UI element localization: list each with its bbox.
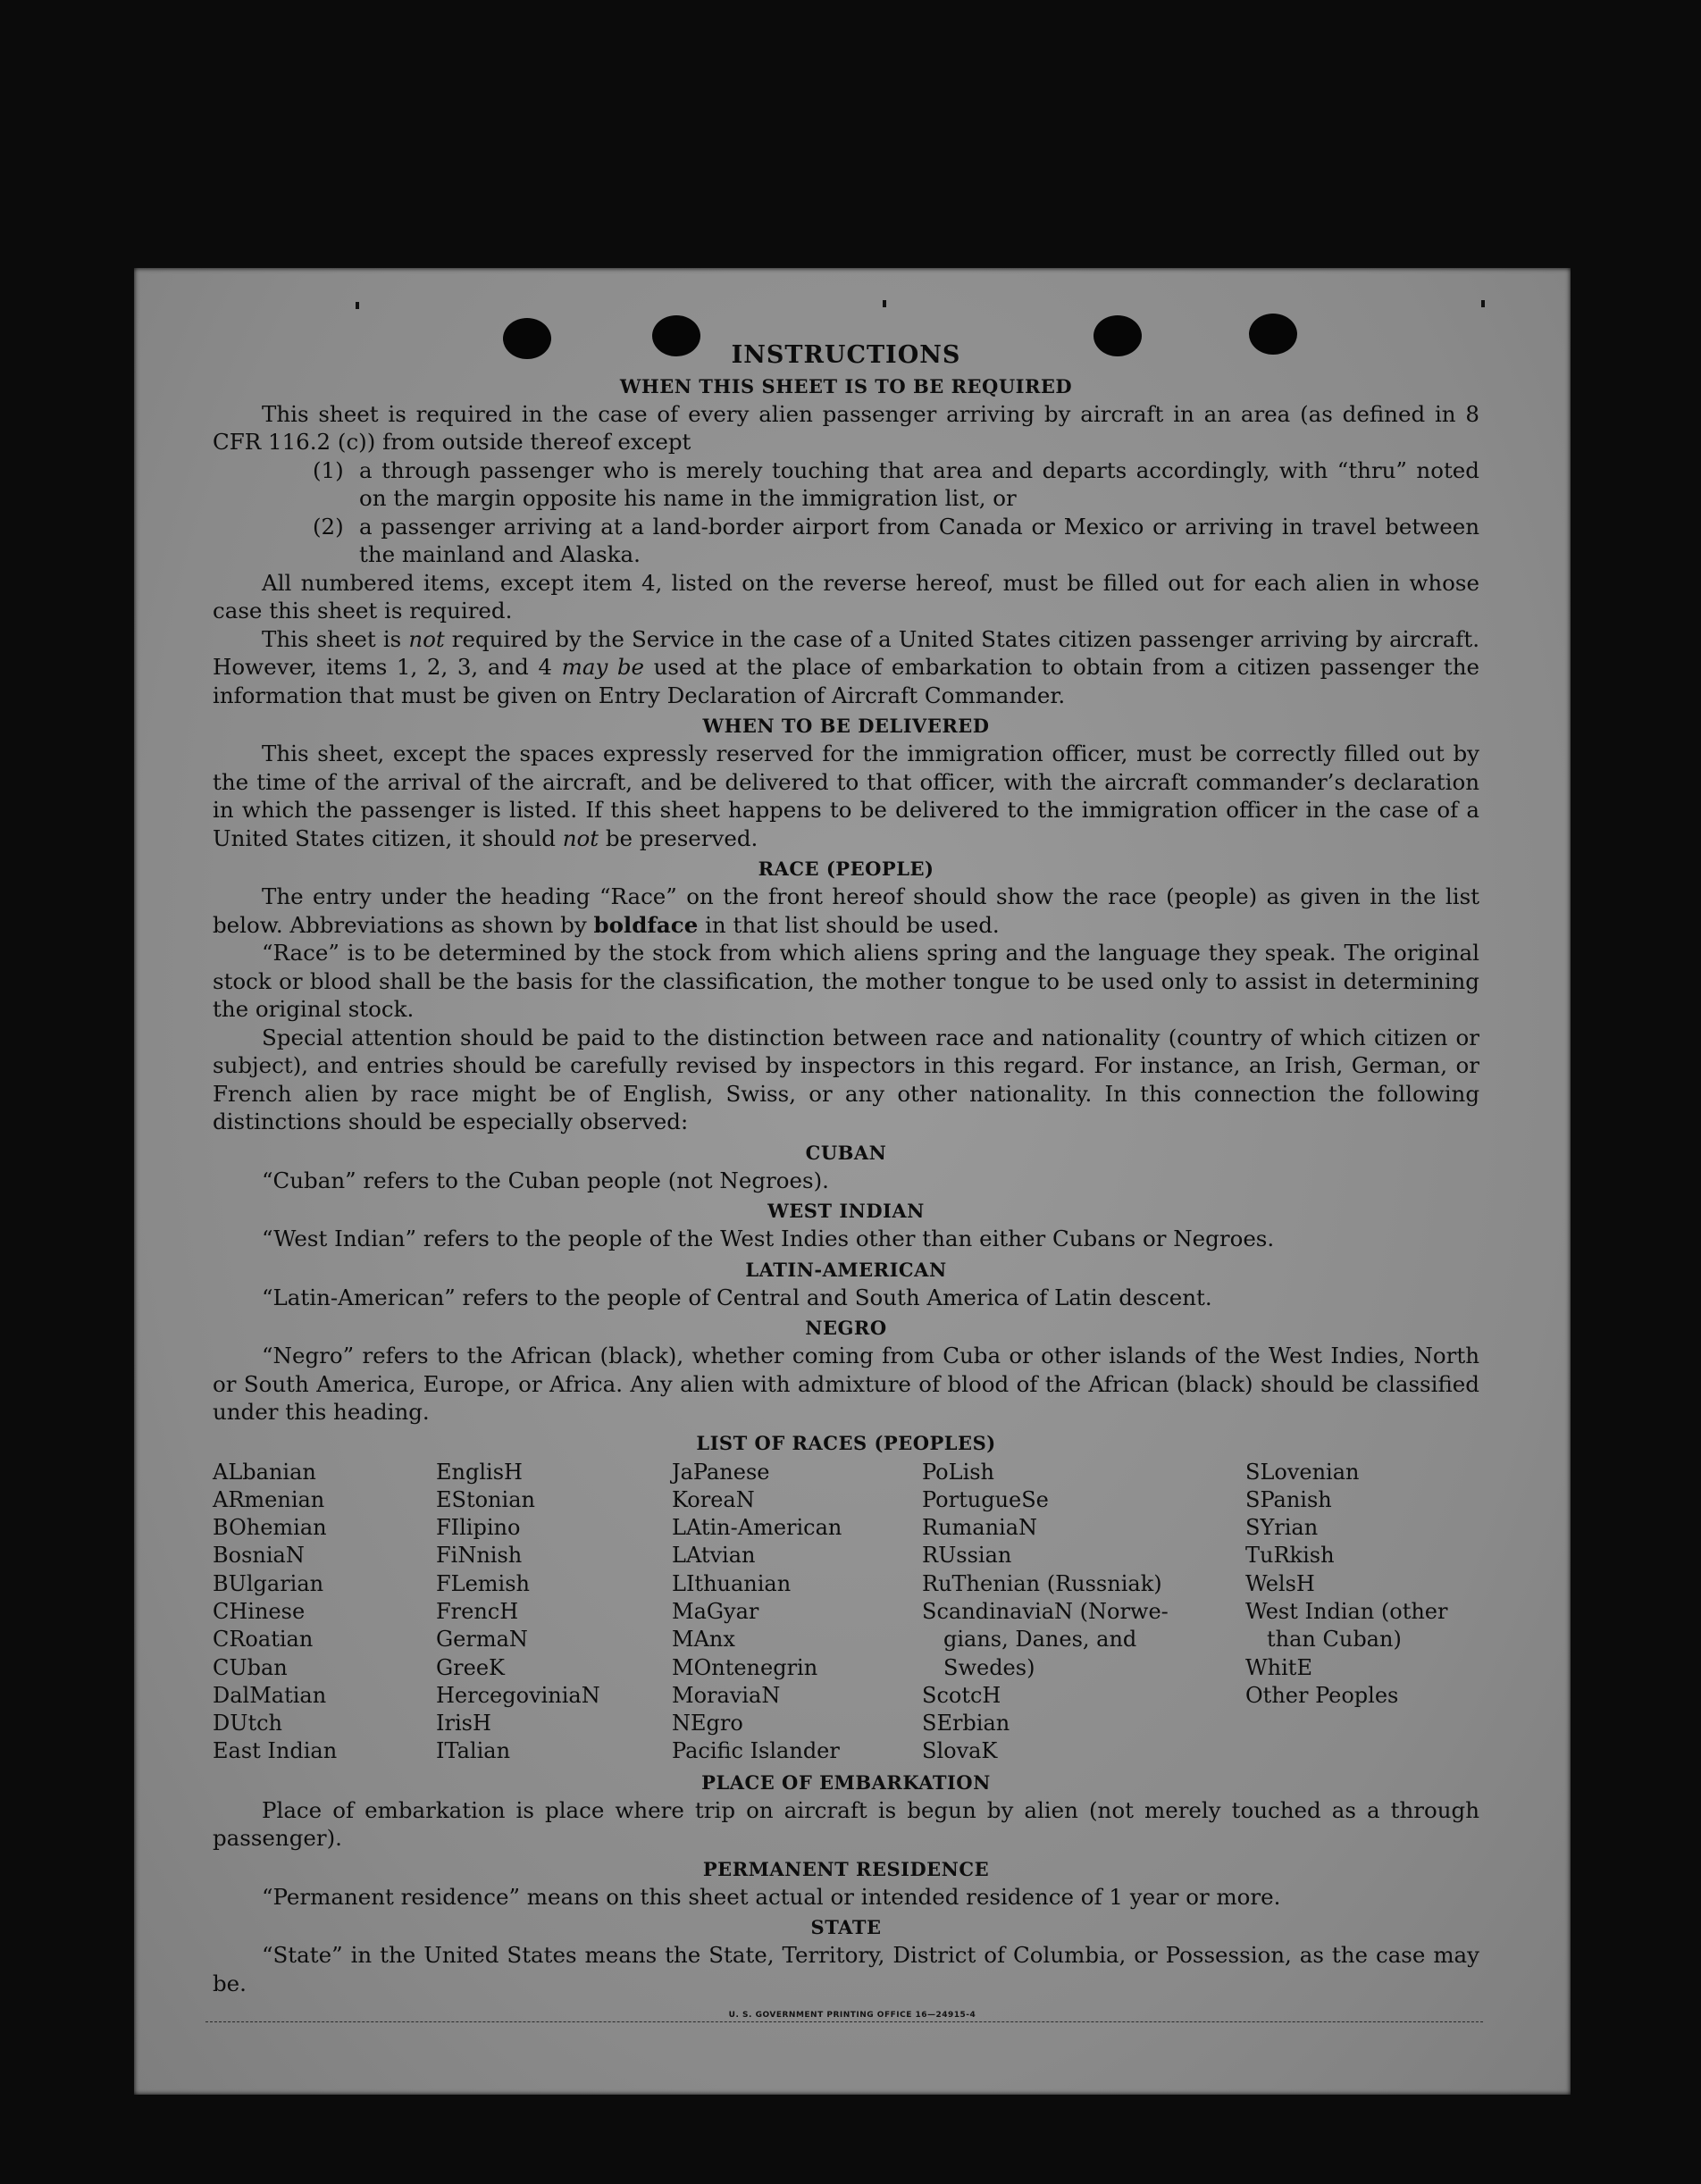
races-column bbox=[213, 1459, 436, 1766]
scan-mark bbox=[883, 300, 886, 307]
section-heading-embarkation: PLACE OF EMBARKATION bbox=[701, 1770, 991, 1794]
text-span: This sheet is bbox=[262, 625, 409, 652]
negro-paragraph: “Negro” refers to the African (black), whether coming from Cuba or other islands of the West Indies, North or South America, Europe, or Africa. Any alien with admixture of blood of the African (black) should be classified under this heading. bbox=[213, 1343, 1479, 1425]
race-entry: ScotcH bbox=[922, 1682, 1001, 1708]
race-entry: SlovaK bbox=[922, 1738, 998, 1764]
race-entry: EnglisH bbox=[436, 1459, 523, 1485]
exception-item bbox=[313, 456, 1479, 513]
race-paragraph bbox=[213, 883, 1479, 939]
text-span: be preserved. bbox=[599, 824, 758, 851]
race-entry: WhitE bbox=[1245, 1654, 1312, 1680]
instructions-body bbox=[213, 341, 1479, 1997]
race-entry: SPanish bbox=[1245, 1486, 1332, 1512]
race-entry: JaPanese bbox=[672, 1459, 770, 1485]
race-entry: West Indian (other bbox=[1245, 1598, 1448, 1624]
race-entry: Pacific Islander bbox=[672, 1738, 840, 1764]
text-span: in that list should be used. bbox=[698, 911, 1000, 938]
race-paragraph: “Race” is to be determined by the stock from which aliens spring and the language they speak. The original stock or blood shall be the basis for the classification, the mother tongue to be used only to assist in determining the original stock. bbox=[213, 940, 1479, 1022]
section-heading-latin-american: LATIN-AMERICAN bbox=[745, 1258, 947, 1281]
item-number: (1) bbox=[313, 456, 344, 483]
required-intro: This sheet is required in the case of every alien passenger arriving by aircraft in an area (as defined in 8 CFR 116.2 (c)) from outside thereof except bbox=[213, 400, 1479, 455]
section-heading-races-list: LIST OF RACES (PEOPLES) bbox=[696, 1431, 996, 1454]
race-entry: MaGyar bbox=[672, 1598, 759, 1624]
section-heading-negro: NEGRO bbox=[805, 1317, 887, 1339]
item-text: a passenger arriving at a land-border airport from Canada or Mexico or arriving in travel between the mainland and Alaska. bbox=[359, 513, 1479, 567]
west-indian-paragraph: “West Indian” refers to the people of the West Indies other than either Cubans or Negroes. bbox=[262, 1226, 1275, 1251]
race-entry: GermaN bbox=[436, 1627, 528, 1653]
race-entry: SYrian bbox=[1245, 1515, 1319, 1541]
race-entry: LIthuanian bbox=[672, 1570, 792, 1596]
emphasis-text: not bbox=[408, 625, 445, 652]
text-span: The entry under the heading “Race” on the front hereof should show the race (people) as given in the list below. Abbreviations as shown by bbox=[213, 883, 1479, 938]
race-entry: CUban bbox=[213, 1654, 288, 1680]
race-entry: RUssian bbox=[922, 1543, 1012, 1569]
emphasis-text: may be bbox=[561, 654, 645, 680]
race-entry: BUlgarian bbox=[213, 1570, 324, 1596]
page-title: INSTRUCTIONS bbox=[731, 341, 961, 369]
race-entry: East Indian bbox=[213, 1738, 338, 1764]
race-entry: MAnx bbox=[672, 1627, 735, 1653]
exception-item bbox=[313, 513, 1479, 569]
race-entry: HercegoviniaN bbox=[436, 1682, 600, 1708]
printing-office-footer: U. S. GOVERNMENT PRINTING OFFICE 16—24915-4 bbox=[728, 2011, 976, 2020]
race-entry: ARmenian bbox=[213, 1486, 325, 1512]
race-entry: TuRkish bbox=[1245, 1543, 1335, 1569]
item-text: a through passenger who is merely touching that area and departs accordingly, with “thru” noted on the margin opposite his name in the immigration list, or bbox=[359, 456, 1479, 511]
race-entry: CRoatian bbox=[213, 1627, 314, 1653]
race-paragraph: Special attention should be paid to the distinction between race and nationality (country of which citizen or subject), and entries should be carefully revised by inspectors in this regard. For instance, an Irish, German, or French alien by race might be of English, Swiss, or any other nationality. In this connection the following distinctions should be especially observed: bbox=[213, 1024, 1479, 1134]
footer-divider bbox=[205, 2021, 1483, 2022]
section-heading-residence: PERMANENT RESIDENCE bbox=[702, 1857, 990, 1880]
race-entry: RumaniaN bbox=[922, 1515, 1038, 1541]
races-column bbox=[1245, 1459, 1479, 1766]
delivered-paragraph bbox=[213, 740, 1479, 852]
race-entry: GreeK bbox=[436, 1654, 505, 1680]
race-entry: FiNnish bbox=[436, 1543, 523, 1569]
race-entry: Other Peoples bbox=[1245, 1682, 1399, 1708]
race-entry: DalMatian bbox=[213, 1682, 327, 1708]
race-entry: LAtin-American bbox=[672, 1515, 842, 1541]
race-entry: BosniaN bbox=[213, 1543, 305, 1569]
race-entry: EStonian bbox=[436, 1486, 535, 1512]
text-span: required by the Service in the case of a United States citizen passenger arriving by aircraft. However, items 1, 2, 3, and 4 bbox=[213, 625, 1480, 680]
residence-paragraph: “Permanent residence” means on this sheet actual or intended residence of 1 year or more. bbox=[262, 1883, 1281, 1910]
race-entry: than Cuban) bbox=[1267, 1627, 1402, 1653]
race-entry: FIlipino bbox=[436, 1515, 521, 1541]
race-entry: LAtvian bbox=[672, 1543, 756, 1569]
latin-american-paragraph: “Latin-American” refers to the people of Central and South America of Latin descent. bbox=[262, 1284, 1212, 1310]
race-entry: WelsH bbox=[1245, 1570, 1315, 1596]
section-heading-west-indian: WEST INDIAN bbox=[767, 1200, 925, 1222]
scan-mark bbox=[356, 302, 359, 309]
race-entry: IrisH bbox=[436, 1711, 491, 1736]
cuban-paragraph: “Cuban” refers to the Cuban people (not Negroes). bbox=[262, 1167, 829, 1193]
race-entry: DUtch bbox=[213, 1711, 283, 1736]
race-entry: gians, Danes, and bbox=[943, 1627, 1137, 1653]
section-heading-delivered: WHEN TO BE DELIVERED bbox=[702, 715, 990, 737]
race-entry: FrencH bbox=[436, 1598, 519, 1624]
text-span: used at the place of embarkation to obtain from a citizen passenger the information that must be given on Entry Declaration of Aircraft Commander. bbox=[213, 654, 1479, 708]
race-entry: Swedes) bbox=[943, 1654, 1035, 1680]
embarkation-paragraph: Place of embarkation is place where trip on aircraft is begun by alien (not merely touched as a through passenger). bbox=[213, 1796, 1479, 1852]
section-heading-required: WHEN THIS SHEET IS TO BE REQUIRED bbox=[619, 374, 1073, 397]
text-span: This sheet, except the spaces expressly reserved for the immigration officer, must be correctly filled out by the time of the arrival of the aircraft, and be delivered to that officer, with the aircraft commander’s declaration in which the passenger is listed. If this sheet happens to be delivered to the immigration officer in the case of a United States citizen, it should bbox=[213, 741, 1479, 851]
race-entry: ITalian bbox=[436, 1738, 511, 1764]
document-sheet bbox=[134, 268, 1571, 2095]
citizen-paragraph bbox=[213, 625, 1479, 710]
race-entry: MOntenegrin bbox=[672, 1654, 818, 1680]
required-paragraph: All numbered items, except item 4, listed on the reverse hereof, must be filled out for each alien in whose case this sheet is required. bbox=[213, 569, 1479, 623]
races-column bbox=[436, 1459, 672, 1766]
races-column bbox=[672, 1459, 922, 1766]
race-entry: FLemish bbox=[436, 1570, 530, 1596]
race-entry: ScandinaviaN (Norwe- bbox=[922, 1598, 1169, 1624]
races-column bbox=[922, 1459, 1245, 1766]
race-entry: NEgro bbox=[672, 1711, 743, 1736]
item-number: (2) bbox=[313, 513, 344, 540]
emphasis-text: not bbox=[562, 824, 599, 851]
race-entry: ALbanian bbox=[213, 1459, 316, 1485]
race-entry: RuThenian (Russniak) bbox=[922, 1570, 1162, 1596]
scan-mark bbox=[1481, 300, 1485, 307]
race-entry: SErbian bbox=[922, 1711, 1010, 1736]
section-heading-race: RACE (PEOPLE) bbox=[758, 858, 934, 880]
race-entry: MoraviaN bbox=[672, 1682, 781, 1708]
section-heading-state: STATE bbox=[810, 1916, 882, 1939]
section-heading-cuban: CUBAN bbox=[805, 1141, 887, 1164]
race-entry: CHinese bbox=[213, 1598, 306, 1624]
bold-text: boldface bbox=[593, 911, 699, 938]
race-entry: SLovenian bbox=[1245, 1459, 1360, 1485]
race-entry: BOhemian bbox=[213, 1515, 327, 1541]
state-paragraph: “State” in the United States means the State, Territory, District of Columbia, or Possession, as the case may be. bbox=[213, 1942, 1479, 1996]
race-entry: PoLish bbox=[922, 1459, 995, 1485]
races-list bbox=[213, 1459, 1479, 1766]
race-entry: PortugueSe bbox=[922, 1486, 1049, 1512]
race-entry: KoreaN bbox=[672, 1486, 755, 1512]
